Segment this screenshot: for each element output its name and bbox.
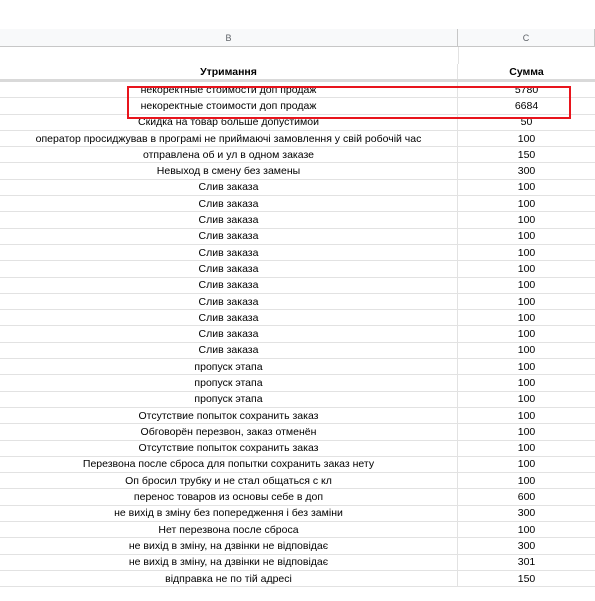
amount-cell[interactable]: 100 [517, 246, 536, 259]
table-row [0, 571, 595, 587]
deduction-cell[interactable]: Слив заказа [0, 180, 458, 195]
amount-cell[interactable]: 6684 [514, 99, 539, 112]
table-row [0, 522, 595, 538]
amount-cell[interactable]: 300 [517, 507, 536, 520]
amount-cell[interactable]: 100 [517, 181, 536, 194]
table-row [0, 294, 595, 310]
table-row [0, 131, 595, 147]
amount-cell[interactable]: 100 [517, 311, 536, 324]
amount-cell[interactable]: 100 [517, 295, 536, 308]
amount-cell[interactable]: 100 [517, 328, 536, 341]
table-header-row [0, 64, 595, 82]
deduction-cell[interactable]: Невыход в смену без замены [0, 163, 458, 178]
amount-cell[interactable]: 100 [517, 523, 536, 536]
table-row [0, 115, 595, 131]
deduction-cell[interactable]: оператор просиджував в програмі не приймаючі замовлення у свій робочій час [0, 131, 458, 146]
deduction-cell[interactable]: Слив заказа [0, 343, 458, 358]
amount-cell[interactable]: 100 [517, 344, 536, 357]
amount-cell[interactable]: 100 [517, 458, 536, 471]
amount-cell[interactable]: 600 [517, 491, 536, 504]
table-row [0, 261, 595, 277]
table-row [0, 506, 595, 522]
table-row [0, 489, 595, 505]
amount-cell[interactable]: 100 [517, 262, 536, 275]
amount-cell[interactable]: 100 [517, 197, 536, 210]
amount-cell[interactable]: 50 [520, 116, 533, 129]
deduction-cell[interactable]: Скидка на товар больше допустимой [0, 115, 458, 130]
amount-cell[interactable]: 100 [517, 442, 536, 455]
deduction-cell[interactable]: Слив заказа [0, 294, 458, 309]
header-cell-sum[interactable]: Сумма [509, 65, 544, 78]
table-row [0, 343, 595, 359]
amount-cell[interactable]: 150 [517, 148, 536, 161]
table-row [0, 229, 595, 245]
column-header-b[interactable]: B [0, 29, 458, 47]
deduction-cell[interactable]: Слив заказа [0, 326, 458, 341]
amount-cell[interactable]: 150 [517, 572, 536, 585]
table-row [0, 359, 595, 375]
spreadsheet-body [0, 64, 595, 587]
deduction-cell[interactable]: пропуск этапа [0, 375, 458, 390]
amount-cell[interactable]: 100 [517, 474, 536, 487]
table-row [0, 538, 595, 554]
deduction-cell[interactable]: пропуск этапа [0, 392, 458, 407]
table-row [0, 326, 595, 342]
amount-cell[interactable]: 300 [517, 539, 536, 552]
table-rows [0, 82, 595, 587]
amount-cell[interactable]: 100 [517, 376, 536, 389]
deduction-cell[interactable]: Слив заказа [0, 310, 458, 325]
amount-cell[interactable]: 100 [517, 425, 536, 438]
amount-cell[interactable]: 100 [517, 409, 536, 422]
table-row [0, 441, 595, 457]
deduction-cell[interactable]: пропуск этапа [0, 359, 458, 374]
amount-cell[interactable]: 100 [517, 230, 536, 243]
empty-row[interactable] [0, 47, 595, 65]
table-row [0, 82, 595, 98]
table-row [0, 163, 595, 179]
deduction-cell[interactable]: Слив заказа [0, 212, 458, 227]
header-cell-deduction[interactable]: Утримання [0, 64, 458, 79]
amount-cell[interactable]: 300 [517, 165, 536, 178]
deduction-cell[interactable]: Перезвона после сброса для попытки сохранить заказ нету [0, 457, 458, 472]
deduction-cell[interactable]: перенос товаров из основы себе в доп [0, 489, 458, 504]
table-row [0, 147, 595, 163]
deduction-cell[interactable]: не вихід в зміну, на дзвінки не відповідає [0, 555, 458, 570]
amount-cell[interactable]: 100 [517, 360, 536, 373]
table-row [0, 245, 595, 261]
table-row [0, 180, 595, 196]
deduction-cell[interactable]: некоректные стоимости доп продаж [0, 82, 458, 97]
table-row [0, 278, 595, 294]
table-row [0, 473, 595, 489]
deduction-cell[interactable]: Слив заказа [0, 229, 458, 244]
deduction-cell[interactable]: Слив заказа [0, 196, 458, 211]
deduction-cell[interactable]: Слив заказа [0, 278, 458, 293]
table-row [0, 424, 595, 440]
deduction-cell[interactable]: Нет перезвона после сброса [0, 522, 458, 537]
table-row [0, 408, 595, 424]
column-divider [458, 47, 459, 64]
amount-cell[interactable]: 100 [517, 393, 536, 406]
table-row [0, 457, 595, 473]
table-row [0, 392, 595, 408]
toolbar-area [0, 0, 595, 30]
deduction-cell[interactable]: Оп бросил трубку и не стал общаться с кл [0, 473, 458, 488]
deduction-cell[interactable]: Обговорён перезвон, заказ отменён [0, 424, 458, 439]
amount-cell[interactable]: 301 [517, 556, 536, 569]
deduction-cell[interactable]: Слив заказа [0, 245, 458, 260]
table-row [0, 196, 595, 212]
deduction-cell[interactable]: Отсутствие попыток сохранить заказ [0, 408, 458, 423]
table-row [0, 212, 595, 228]
amount-cell[interactable]: 5780 [514, 83, 539, 96]
column-header-c[interactable]: C [458, 29, 595, 47]
deduction-cell[interactable]: не вихід в зміну без попередження і без заміни [0, 506, 458, 521]
table-row [0, 555, 595, 571]
deduction-cell[interactable]: відправка не по тій адресі [0, 571, 458, 586]
amount-cell[interactable]: 100 [517, 214, 536, 227]
deduction-cell[interactable]: не вихід в зміну, на дзвінки не відповідає [0, 538, 458, 553]
table-row [0, 310, 595, 326]
deduction-cell[interactable]: отправлена об и ул в одном заказе [0, 147, 458, 162]
deduction-cell[interactable]: Отсутствие попыток сохранить заказ [0, 441, 458, 456]
amount-cell[interactable]: 100 [517, 132, 536, 145]
deduction-cell[interactable]: Слив заказа [0, 261, 458, 276]
amount-cell[interactable]: 100 [517, 279, 536, 292]
deduction-cell[interactable]: некоректные стоимости доп продаж [0, 98, 458, 113]
table-row [0, 98, 595, 114]
table-row [0, 375, 595, 391]
